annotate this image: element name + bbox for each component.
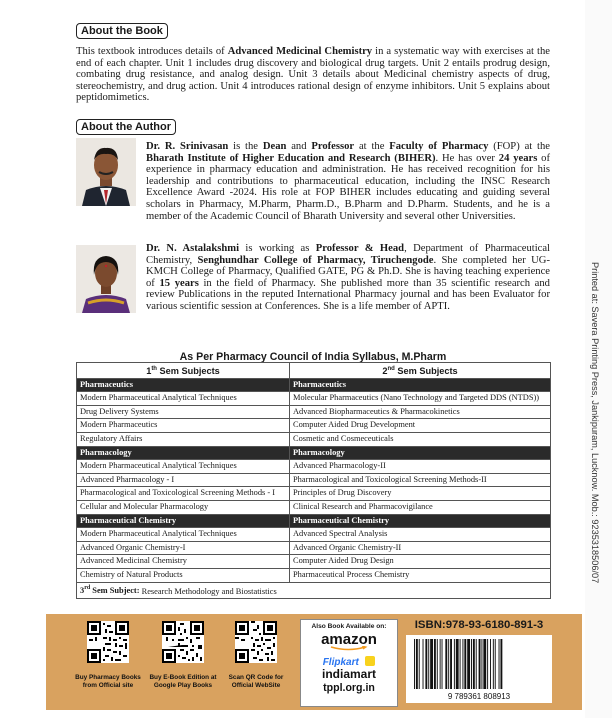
barcode-bar — [430, 639, 433, 689]
barcode-bar — [476, 639, 477, 689]
barcode-bar — [434, 639, 436, 689]
book-title: Advanced Medicinal Chemistry — [227, 46, 373, 57]
barcode-bar — [464, 639, 466, 689]
barcode-bar — [499, 639, 500, 689]
barcode-bar — [425, 639, 427, 689]
barcode-bar — [460, 639, 461, 689]
indiamart-logo[interactable]: indiamart — [321, 667, 376, 681]
author2-bio: Dr. N. Astalakshmi is working as Professor & Head, Department of Pharmaceutical Chemistry, Senghundhar College of Pharmacy, Tiruchengode. She completed her UG-KMCH College of Pharmacy, Qualified GATE, PG & Ph.D. She is having teaching experience of 15 years in the field of Pharmacy. She published more than 35 scientific research and review Publications in the reputed International Pharmacy journal and has been Evaluator for various scientific session at Conferences. She is a life member of APTI. — [146, 243, 551, 312]
table-row: Regulatory Affairs Cosmetic and Cosmeceuticals — [77, 433, 551, 447]
syllabus-table — [76, 362, 551, 599]
about-author-heading: About the Author — [76, 119, 176, 135]
qr-caption: Buy E-Book Edition at Google Play Books — [149, 674, 217, 689]
barcode-bar — [473, 639, 475, 689]
barcode-bar — [495, 639, 496, 689]
store-availability-box — [300, 619, 398, 707]
qr-caption: Scan QR Code for Official WebSite — [228, 674, 284, 689]
barcode-bar — [490, 639, 491, 689]
about-book-text: This textbook introduces details of Advanced Medicinal Chemistry in a systematic way with exercises at the end of each chapter. Unit 1 includes drug discovery and biological drug targets. Unit 2 entails prodrug design, combating drug resistance, and analog design. Unit 3 details about Medicinal chemistry aspects of drug, stereochemistry, and drug action. Unit 4 introduces rational design of enzyme inhibitors. Unit 5 explains about peptidomimetics. — [76, 46, 550, 104]
sem2-header: 2nd Sem Subjects — [290, 363, 551, 379]
barcode-bar — [456, 639, 459, 689]
barcode-bar — [471, 639, 472, 689]
barcode-bar — [448, 639, 449, 689]
flipkart-logo: Flipkart — [322, 657, 359, 668]
qr-caption: Buy Pharmacy Books from Official site — [75, 674, 141, 689]
table-row: Advanced Pharmacology - I Pharmacological and Toxicological Screening Methods-II — [77, 473, 551, 487]
store-heading: Also Book Available on: — [311, 623, 387, 630]
author-photo-astalakshmi — [76, 245, 136, 313]
website-link[interactable]: tppl.org.in — [323, 682, 375, 694]
table-row: Pharmacological and Toxicological Screening Methods - I Principles of Drug Discovery — [77, 487, 551, 501]
barcode-bar — [500, 639, 502, 689]
barcode-bar — [416, 639, 418, 689]
syllabus-title: As Per Pharmacy Council of India Syllabus, M.Pharm — [179, 351, 447, 363]
table-row: Drug Delivery Systems Advanced Biopharmaceutics & Pharmacokinetics — [77, 405, 551, 419]
flipkart-bag-icon — [365, 656, 375, 666]
barcode-bar — [442, 639, 443, 689]
barcode-bar — [428, 639, 429, 689]
barcode-bar — [467, 639, 470, 689]
barcode-bar — [481, 639, 482, 689]
category-row: Pharmaceutics Pharmaceutics — [77, 378, 551, 392]
barcode-bar — [437, 639, 438, 689]
table-row: Chemistry of Natural Products Pharmaceutical Process Chemistry — [77, 568, 551, 582]
amazon-logo[interactable]: amazon — [321, 631, 377, 648]
category-row: Pharmaceutical Chemistry Pharmaceutical Chemistry — [77, 514, 551, 528]
category-row: Pharmacology Pharmacology — [77, 446, 551, 460]
isbn-number: ISBN:978-93-6180-891-3 — [414, 619, 544, 631]
barcode-bar — [454, 639, 455, 689]
barcode-bar — [440, 639, 441, 689]
qr-code-icon[interactable] — [162, 621, 204, 663]
table-row: Modern Pharmaceutical Analytical Techniques Molecular Pharmaceutics (Nano Technology and Targeted DDS (NTDS)) — [77, 392, 551, 406]
barcode-bar — [483, 639, 486, 689]
barcode-bar — [493, 639, 494, 689]
table-row: Modern Pharmaceutics Computer Aided Drug Development — [77, 419, 551, 433]
sem3-row: 3rd Sem Subject: Research Methodology and Biostatistics — [77, 582, 551, 598]
author-photo-srinivasan — [76, 138, 136, 206]
qr-code-icon[interactable] — [235, 621, 277, 663]
table-row: Modern Pharmaceutical Analytical Techniques Advanced Spectral Analysis — [77, 528, 551, 542]
barcode-digits: 9 789361 808913 — [447, 692, 511, 701]
flipkart-logo-wrap[interactable] — [301, 652, 397, 668]
about-book-heading: About the Book — [76, 23, 168, 39]
barcode-bars — [406, 635, 552, 703]
printer-note: Printed at: Savera Printing Press, Jankipuram, Lucknow. Mob.: 9235318506/07 — [590, 262, 600, 584]
barcode-bar — [462, 639, 463, 689]
isbn-block — [404, 619, 554, 705]
qr-code-icon[interactable] — [87, 621, 129, 663]
barcode-bar — [445, 639, 447, 689]
barcode-bar — [414, 639, 415, 689]
barcode-bar — [450, 639, 452, 689]
barcode-bar — [419, 639, 420, 689]
barcode-bar — [423, 639, 424, 689]
table-row: Advanced Organic Chemistry-I Advanced Organic Chemistry-II — [77, 541, 551, 555]
table-row: Modern Pharmaceutical Analytical Techniques Advanced Pharmacology-II — [77, 460, 551, 474]
barcode-bar — [487, 639, 488, 689]
sem1-header: 1th Sem Subjects — [77, 363, 290, 379]
barcode — [406, 635, 552, 703]
author1-bio-top: Dr. R. Srinivasan is the Dean and Professor at the Faculty of Pharmacy (FOP) at the Bharath Institute of Higher Education and Research (BIHER). He has over 24 years of experience in pharmacy education and administration. He has received recognition for his leadership and contributions to pharmaceutical education, including the INSC Research Excellence Award -2024. His role at FOP BIHER includes educating and guiding several scholars in Pharmacy, M.Pharm, Pharm.D., B.Pharm and D.Pharm. Students, and he is a member of the Academic Council of Bharath University and several other Universities. — [146, 141, 550, 222]
table-row: Cellular and Molecular Pharmacology Clinical Research and Pharmacovigilance — [77, 501, 551, 515]
table-row: Advanced Medicinal Chemistry Computer Aided Drug Design — [77, 555, 551, 569]
barcode-bar — [479, 639, 481, 689]
